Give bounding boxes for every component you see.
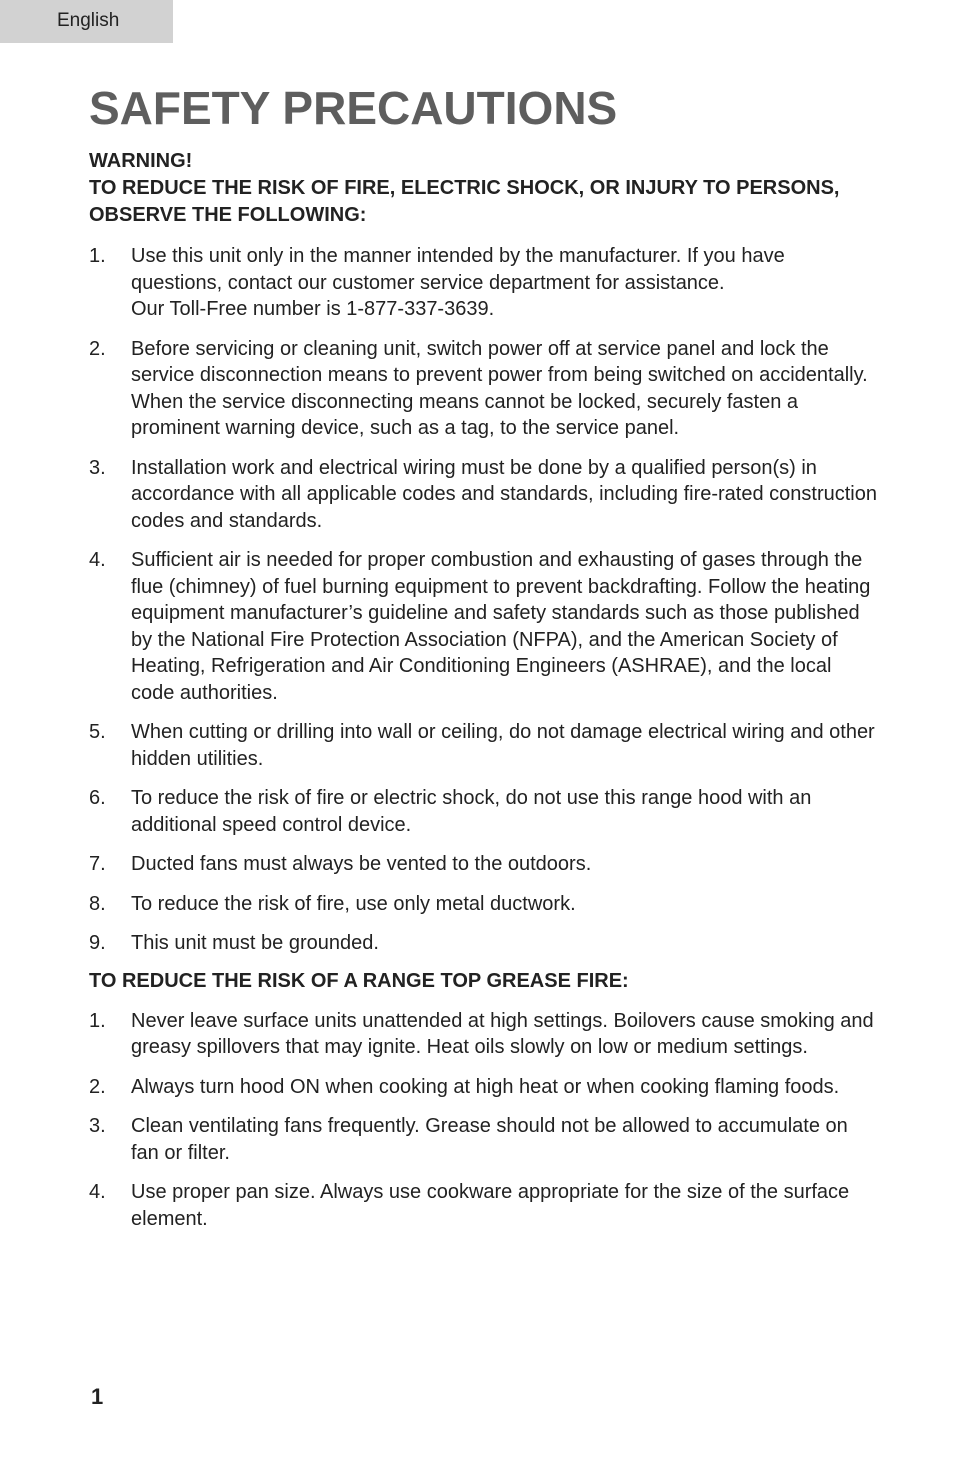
list-item: [89, 547, 879, 706]
list-item: [89, 851, 879, 878]
toll-free-number: Our Toll-Free number is 1-877-337-3639.: [131, 298, 495, 320]
item-number: 9.: [89, 932, 106, 954]
item-number: 1.: [89, 245, 106, 267]
item-number: 2.: [89, 337, 106, 360]
item-text: Use this unit only in the manner intended by the manufacturer. If you have questions, contact our customer service department for assistance.: [131, 245, 785, 294]
list-item: [89, 930, 879, 957]
item-number: 4.: [89, 1181, 106, 1203]
item-text: To reduce the risk of fire or electric shock, do not use this range hood with an additional speed control device.: [131, 787, 812, 836]
language-label: English: [57, 10, 120, 31]
list-item: [89, 891, 879, 918]
list-item: [89, 719, 879, 772]
precautions-list: [89, 243, 879, 957]
document-body: [89, 80, 879, 1245]
item-number: 3.: [89, 456, 106, 479]
item-text: Clean ventilating fans frequently. Grease should not be allowed to accumulate on fan or filter.: [131, 1115, 848, 1164]
warning-heading: WARNING!: [89, 150, 193, 172]
list-item: [89, 1179, 879, 1232]
item-text: Sufficient air is needed for proper combustion and exhausting of gases through the flue (chimney) of fuel burning equipment to prevent backdrafting. Follow the heating equipment manufacturer’s guideline and safety standards such as those published by the National Fire Protection Association (NFPA), and the American Society of Heating, Refrigeration and Air Conditioning Engineers (ASHRAE), and the local code authorities.: [131, 549, 871, 704]
grease-fire-heading: TO REDUCE THE RISK OF A RANGE TOP GREASE FIRE:: [89, 969, 629, 992]
item-number: 6.: [89, 787, 106, 809]
item-text: Always turn hood ON when cooking at high heat or when cooking flaming foods.: [131, 1075, 840, 1098]
list-item: [89, 785, 879, 838]
item-text: When cutting or drilling into wall or ceiling, do not damage electrical wiring and other hidden utilities.: [131, 721, 875, 770]
item-text: Before servicing or cleaning unit, switch power off at service panel and lock the service disconnection means to prevent power from being switched on accidentally. When the service disconnecting means cannot be locked, securely fasten a prominent warning device, such as a tag, to the service panel.: [131, 337, 868, 439]
list-item: [89, 455, 879, 535]
list-item: [89, 1074, 879, 1101]
item-number: 1.: [89, 1009, 106, 1032]
item-number: 7.: [89, 853, 106, 875]
item-number: 2.: [89, 1075, 106, 1098]
list-item: [89, 243, 879, 323]
warning-block: [89, 148, 879, 229]
item-text: This unit must be grounded.: [131, 932, 379, 954]
language-tab: [0, 0, 173, 43]
item-text: Installation work and electrical wiring must be done by a qualified person(s) in accordance with all applicable codes and standards, including fire-rated construction codes and standards.: [131, 456, 877, 532]
item-number: 5.: [89, 721, 106, 743]
item-text: To reduce the risk of fire, use only metal ductwork.: [131, 892, 576, 915]
list-item: [89, 1008, 879, 1061]
page-number: 1: [91, 1384, 104, 1409]
page-title: SAFETY PRECAUTIONS: [89, 82, 618, 134]
list-item: [89, 336, 879, 442]
item-text: Never leave surface units unattended at high settings. Boilovers cause smoking and greasy spillovers that may ignite. Heat oils slowly on low or medium settings.: [131, 1009, 874, 1058]
item-text: Use proper pan size. Always use cookware appropriate for the size of the surface element.: [131, 1181, 850, 1230]
item-number: 4.: [89, 549, 106, 571]
item-text: Ducted fans must always be vented to the outdoors.: [131, 853, 592, 875]
item-number: 3.: [89, 1115, 106, 1137]
grease-fire-list: [89, 1008, 879, 1233]
item-number: 8.: [89, 892, 106, 915]
list-item: [89, 1113, 879, 1166]
warning-text: TO REDUCE THE RISK OF FIRE, ELECTRIC SHOCK, OR INJURY TO PERSONS, OBSERVE THE FOLLOWING:: [89, 177, 840, 226]
